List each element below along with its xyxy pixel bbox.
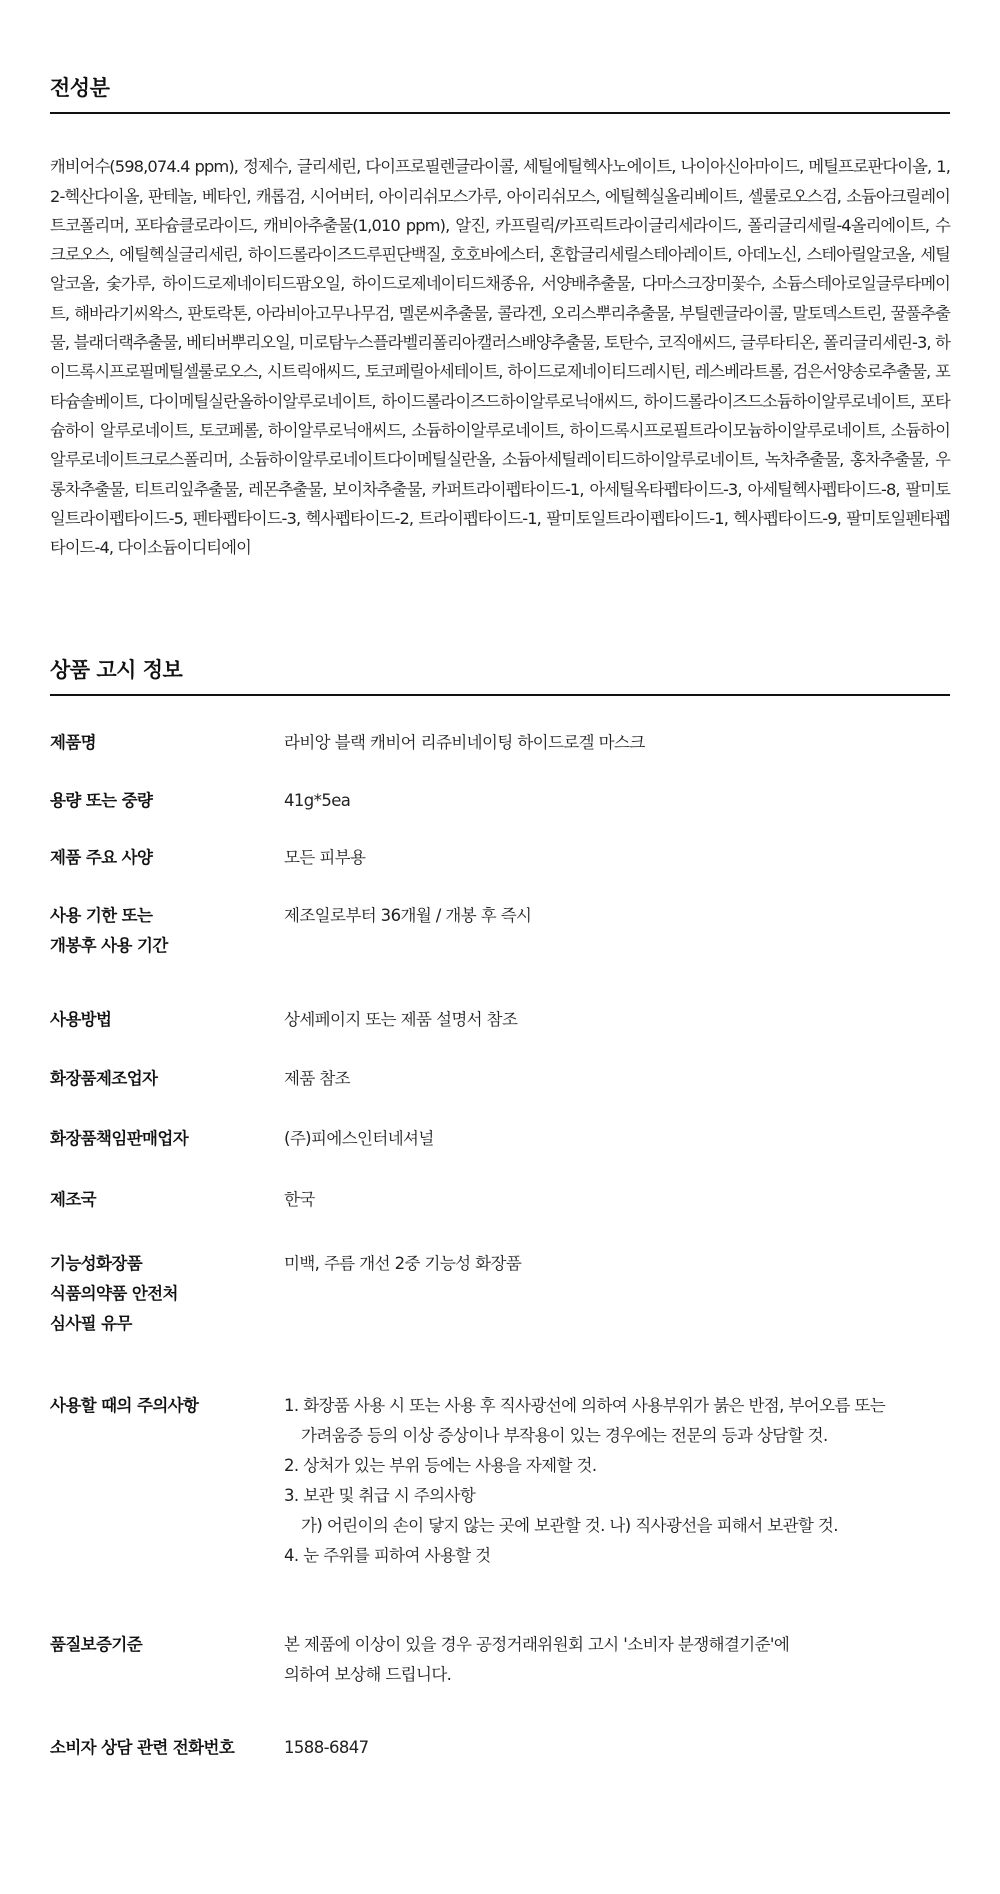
info-value: [284, 1249, 950, 1279]
info-value-line: 한국: [284, 1190, 315, 1209]
info-value-line: 의하여 보상해 드립니다.: [284, 1665, 452, 1684]
info-value-line: 상세페이지 또는 제품 설명서 참조: [284, 1010, 518, 1029]
info-label: 제조국: [50, 1190, 97, 1209]
info-value-line: 본 제품에 이상이 있을 경우 공정거래위원회 고시 '소비자 분쟁해결기준'에: [284, 1635, 790, 1654]
info-value-line: 4. 눈 주위를 피하여 사용할 것: [284, 1546, 491, 1565]
info-label: 기능성화장품 식품의약품 안전처 심사필 유무: [50, 1254, 178, 1333]
info-value: [284, 1733, 950, 1763]
info-label: 사용 기한 또는 개봉후 사용 기간: [50, 906, 168, 955]
product-notice-divider: [50, 694, 950, 696]
ingredients-text: 캐비어수(598,074.4 ppm), 정제수, 글리세린, 다이프로필렌글라이콜, 세틸에틸헥사노에이트, 나이아신아마이드, 메틸프로판다이올, 1,2-헥산다이올, 판테놀, 베타인, 캐롭검, 시어버터, 아이리쉬모스가루, 아이리쉬모스, 에틸헥실올리베이트, 셀룰로오스검, 소듐아크릴레이트코폴리머, 포타슘클로라이드, 캐비아추출물(1,010 ppm), 알진, 카프릴릭/카프릭트라이글리세라이드, 폴리글리세릴-4올리에이트, 수크로오스, 에틸헥실글리세린, 하이드롤라이즈드루핀단백질, 호호바에스터, 혼합글리세릴스테아레이트, 아데노신, 스테아릴알코올, 세틸알코올, 숯가루, 하이드로제네이티드팜오일, 하이드로제네이티드채종유, 서양배추출물, 다마스크장미꽃수, 소듐스테아로일글루타메이트, 해바라기씨왁스, 판토락톤, 아라비아고무나무검, 멜론씨추출물, 콜라겐, 오리스뿌리추출물, 부틸렌글라이콜, 말토덱스트린, 꿀풀추출물, 블래더랙추출물, 베티버뿌리오일, 미로탐누스플라벨리폴리아캘러스배양추출물, 토탄수, 코직애씨드, 글루타티온, 폴리글리세린-3, 하이드록시프로필메틸셀룰로오스, 시트릭애씨드, 토코페릴아세테이트, 하이드로제네이티드레시틴, 레스베라트롤, 검은서양송로추출물, 포타슘솔베이트, 다이메틸실란올하이알루로네이트, 하이드롤라이즈드하이알루로닉애씨드, 하이드롤라이즈드소듐하이알루로네이트, 포타슘하이 알루로네이트, 토코페롤, 하이알루로닉애씨드, 소듐하이알루로네이트, 하이드록시프로필트라이모늄하이알루로네이트, 소듐하이알루로네이트크로스폴리머, 소듐하이알루로네이트다이메틸실란올, 소듐아세틸레이티드하이알루로네이트, 녹차추출물, 홍차추출물, 우롱차추출물, 티트리잎추출물, 레몬추출물, 보이차추출물, 카퍼트라이펩타이드-1, 아세틸옥타펩타이드-3, 아세틸헥사펩타이드-8, 팔미토일트라이펩타이드-5, 펜타펩타이드-3, 헥사펩타이드-2, 트라이펩타이드-1, 팔미토일트라이펩타이드-1, 헥사펩타이드-9, 팔미토일펜타펩타이드-4, 다이소듐이디티에이: [50, 157, 950, 558]
info-label: 제품명: [50, 733, 97, 752]
info-label: 사용할 때의 주의사항: [50, 1396, 199, 1415]
info-label: 용량 또는 중량: [50, 791, 153, 810]
info-value-line: 제품 참조: [284, 1069, 351, 1088]
info-value-line: 3. 보관 및 취급 시 주의사항: [284, 1486, 476, 1505]
info-value-line: 제조일로부터 36개월 / 개봉 후 즉시: [284, 906, 532, 925]
info-value: [284, 901, 950, 931]
info-value: [284, 1630, 950, 1690]
info-value-line: 가) 어린이의 손이 닿지 않는 곳에 보관할 것. 나) 직사광선을 피해서 보관할 것.: [301, 1516, 838, 1535]
product-notice-title: 상품 고시 정보: [50, 658, 183, 682]
info-value-line: 1588-6847: [284, 1738, 369, 1757]
info-value: [284, 1391, 950, 1571]
info-label: 소비자 상담 관련 전화번호: [50, 1738, 235, 1757]
info-value: [284, 786, 950, 816]
ingredients-divider: [50, 112, 950, 114]
info-value-line: 41g*5ea: [284, 791, 351, 810]
info-label: 사용방법: [50, 1010, 112, 1029]
info-label: 화장품책임판매업자: [50, 1129, 189, 1148]
info-value-line: 가려움증 등의 이상 증상이나 부작용이 있는 경우에는 전문의 등과 상담할 것.: [301, 1426, 828, 1445]
info-value: [284, 1005, 950, 1035]
info-label: 제품 주요 사양: [50, 848, 153, 867]
info-value-line: 2. 상처가 있는 부위 등에는 사용을 자제할 것.: [284, 1456, 597, 1475]
info-value-line: 미백, 주름 개선 2중 기능성 화장품: [284, 1254, 522, 1273]
info-value-line: 1. 화장품 사용 시 또는 사용 후 직사광선에 의하여 사용부위가 붉은 반점, 부어오름 또는: [284, 1396, 886, 1415]
info-value: [284, 1064, 950, 1094]
info-value-line: 라비앙 블랙 캐비어 리쥬비네이팅 하이드로겔 마스크: [284, 733, 645, 752]
ingredients-title: 전성분: [50, 76, 110, 100]
info-value-line: (주)피에스인터네셔널: [284, 1129, 434, 1148]
info-value-line: 모든 피부용: [284, 848, 366, 867]
info-label: 화장품제조업자: [50, 1069, 158, 1088]
info-value: [284, 1124, 950, 1154]
info-value: [284, 728, 950, 758]
info-value: [284, 1185, 950, 1215]
info-label: 품질보증기준: [50, 1635, 143, 1654]
info-value: [284, 843, 950, 873]
